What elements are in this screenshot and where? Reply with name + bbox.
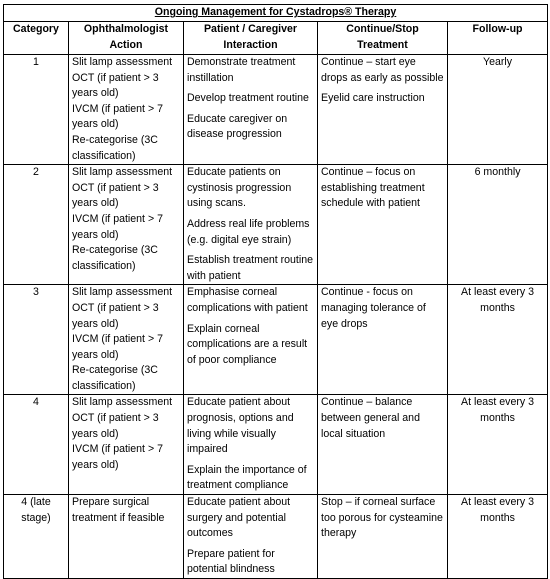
patient-interaction-cell <box>184 395 318 495</box>
continue-stop-cell <box>318 165 448 285</box>
category-cell: 3 <box>4 285 69 395</box>
action-item: Slit lamp assessment <box>72 286 173 299</box>
interaction-item: Develop treatment routine <box>187 92 309 105</box>
patient-interaction-cell <box>184 55 318 165</box>
action-item: IVCM (if patient > 7 years old) <box>72 102 163 131</box>
action-item: Prepare surgical treatment if feasible <box>72 496 165 524</box>
ophthalmologist-action-cell <box>69 495 184 579</box>
action-item: OCT (if patient > 3 years old) <box>72 71 159 100</box>
table-row <box>4 55 548 165</box>
follow-up-cell: At least every 3 months <box>448 285 548 395</box>
interaction-item: Explain the importance of treatment compliance <box>187 463 307 492</box>
ophthalmologist-action-cell <box>69 395 184 495</box>
treatment-item: Stop – if corneal surface too porous for cysteamine therapy <box>321 496 443 540</box>
action-item: Slit lamp assessment <box>72 396 173 409</box>
table-row <box>4 165 548 285</box>
patient-interaction-cell <box>184 165 318 285</box>
action-item: Re-categorise (3C classification) <box>72 133 158 162</box>
interaction-item: Emphasise corneal complications with patient <box>187 286 308 314</box>
category-cell: 4 <box>4 395 69 495</box>
table-title: Ongoing Management for Cystadrops® Therapy <box>4 5 548 22</box>
interaction-item: Demonstrate treatment instillation <box>187 56 296 84</box>
interaction-item: Educate patient about surgery and potential outcomes <box>187 496 291 540</box>
patient-interaction-cell <box>184 285 318 395</box>
action-item: Slit lamp assessment <box>72 166 173 179</box>
continue-stop-cell <box>318 395 448 495</box>
ophthalmologist-action-cell <box>69 285 184 395</box>
ophthalmologist-action-cell <box>69 55 184 165</box>
header-category: Category <box>4 22 69 55</box>
interaction-item: Address real life problems (e.g. digital eye strain) <box>187 217 310 246</box>
patient-interaction-cell <box>184 495 318 579</box>
header-ophthalmologist-action: Ophthalmologist Action <box>69 22 184 55</box>
category-cell: 1 <box>4 55 69 165</box>
continue-stop-cell <box>318 495 448 579</box>
treatment-item: Continue – balance between general and local situation <box>321 396 420 440</box>
treatment-item: Continue – focus on establishing treatment schedule with patient <box>321 166 425 210</box>
table-body <box>4 55 548 579</box>
action-item: Slit lamp assessment <box>72 56 173 68</box>
table-row <box>4 395 548 495</box>
follow-up-cell: At least every 3 months <box>448 495 548 579</box>
interaction-item: Educate caregiver on disease progression <box>187 112 288 141</box>
action-item: OCT (if patient > 3 years old) <box>72 301 159 330</box>
interaction-item: Educate patients on cystinosis progression using scans. <box>187 166 292 210</box>
interaction-item: Explain corneal complications are a result of poor compliance <box>187 322 308 366</box>
treatment-item: Continue - focus on managing tolerance of eye drops <box>321 286 426 330</box>
table-row <box>4 285 548 395</box>
follow-up-cell: 6 monthly <box>448 165 548 285</box>
table-row <box>4 495 548 579</box>
follow-up-cell: Yearly <box>448 55 548 165</box>
action-item: Re-categorise (3C classification) <box>72 364 158 392</box>
action-item: Re-categorise (3C classification) <box>72 244 158 272</box>
category-cell: 4 (late stage) <box>4 495 69 579</box>
interaction-item: Educate patient about prognosis, options and living while visually impaired <box>187 396 294 456</box>
header-row <box>4 22 548 55</box>
header-patient-caregiver-interaction: Patient / Caregiver Interaction <box>184 22 318 55</box>
action-item: IVCM (if patient > 7 years old) <box>72 333 163 361</box>
continue-stop-cell <box>318 55 448 165</box>
action-item: IVCM (if patient > 7 years old) <box>72 443 163 471</box>
action-item: OCT (if patient > 3 years old) <box>72 412 159 440</box>
action-item: IVCM (if patient > 7 years old) <box>72 212 163 241</box>
management-table <box>3 4 548 579</box>
header-continue-stop-treatment: Continue/Stop Treatment <box>318 22 448 55</box>
category-cell: 2 <box>4 165 69 285</box>
continue-stop-cell <box>318 285 448 395</box>
follow-up-cell: At least every 3 months <box>448 395 548 495</box>
ophthalmologist-action-cell <box>69 165 184 285</box>
treatment-item: Continue – start eye drops as early as possible <box>321 56 444 84</box>
action-item: OCT (if patient > 3 years old) <box>72 181 159 210</box>
interaction-item: Establish treatment routine with patient <box>187 254 314 282</box>
header-follow-up: Follow-up <box>448 22 548 55</box>
treatment-item: Eyelid care instruction <box>321 92 425 105</box>
interaction-item: Prepare patient for potential blindness <box>187 547 275 576</box>
